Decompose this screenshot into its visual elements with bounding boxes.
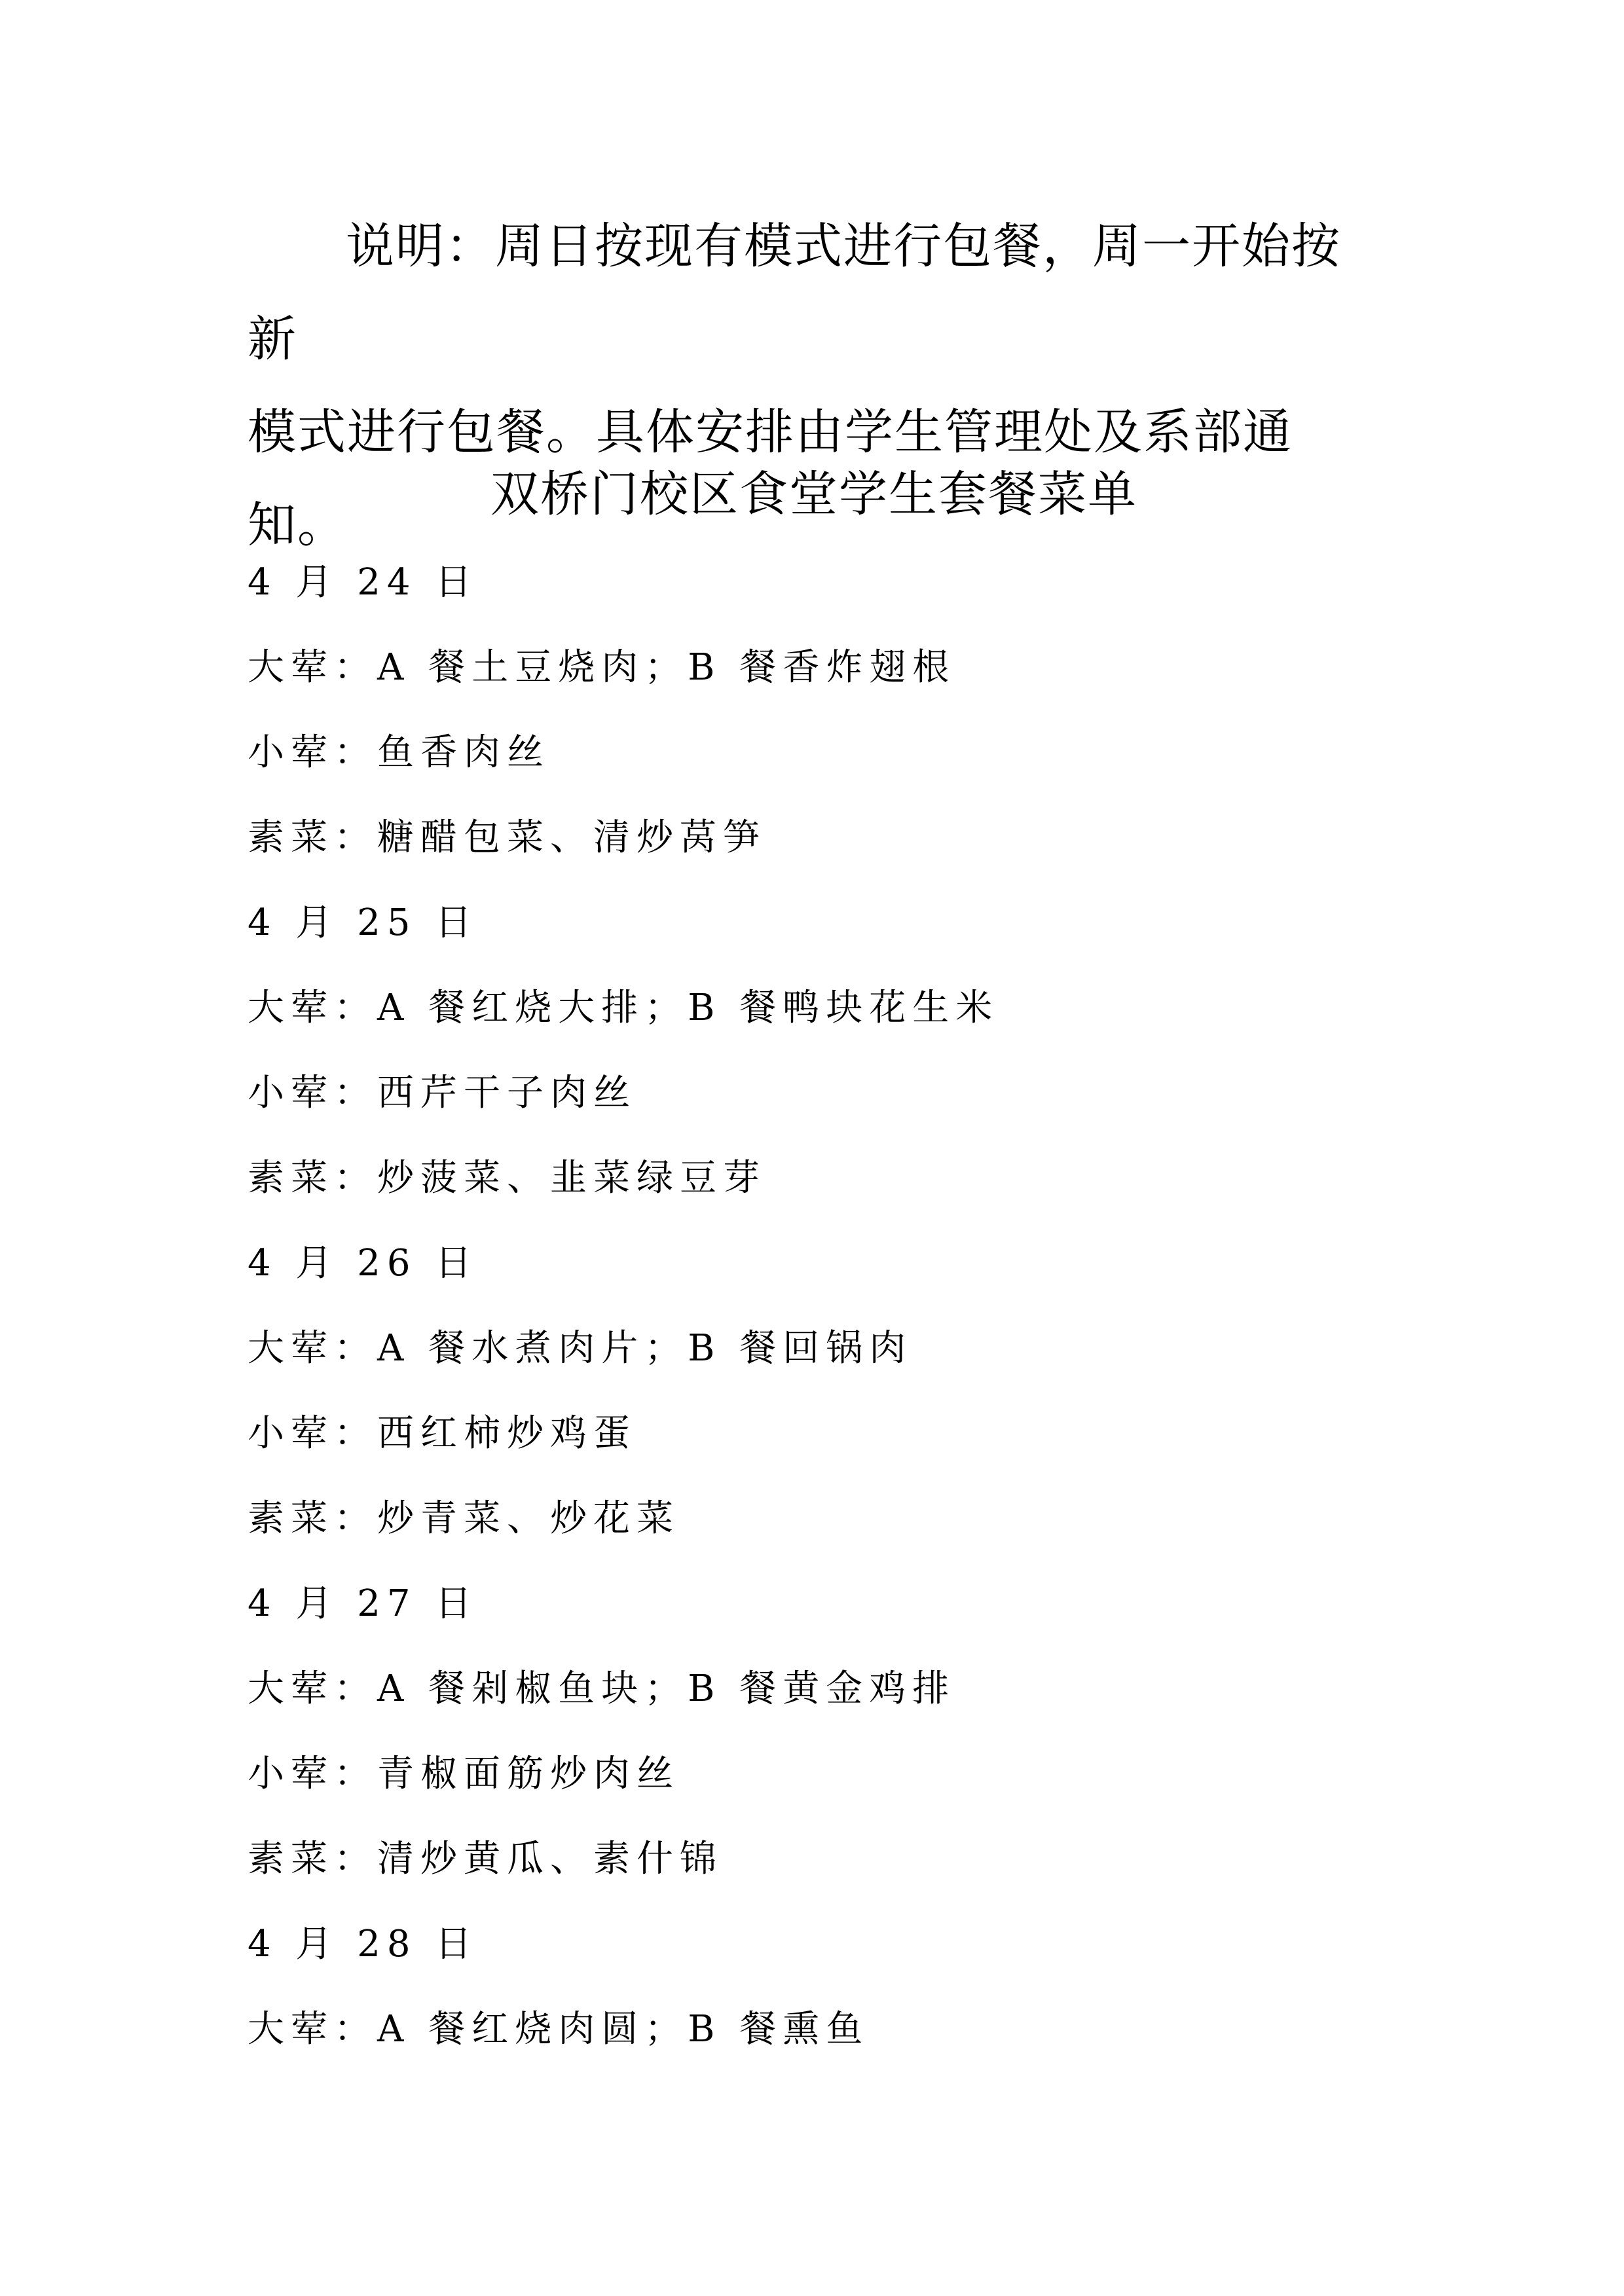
menu-title: 双桥门校区食堂学生套餐菜单 [490, 466, 1137, 522]
day-xiao-hun: 小荤：鱼香肉丝 [248, 731, 550, 774]
day-date: 4 月 25 日 [248, 902, 479, 944]
notice-line-1 [248, 200, 1380, 386]
day-xiao-hun: 小荤：西红柿炒鸡蛋 [248, 1412, 637, 1455]
day-date: 4 月 24 日 [248, 561, 479, 604]
day-date: 4 月 26 日 [248, 1242, 479, 1285]
day-su-cai: 素菜：糖醋包菜、清炒莴笋 [248, 816, 766, 859]
menu-list [248, 550, 1380, 2082]
day-su-cai: 素菜：清炒黄瓜、素什锦 [248, 1838, 723, 1880]
day-su-cai: 素菜：炒青菜、炒花菜 [248, 1497, 680, 1540]
day-xiao-hun: 小荤：西芹干子肉丝 [248, 1072, 637, 1114]
day-da-hun: 大荤：A 餐水煮肉片；B 餐回锅肉 [248, 1327, 913, 1370]
day-xiao-hun: 小荤：青椒面筋炒肉丝 [248, 1753, 680, 1795]
day-date: 4 月 27 日 [248, 1582, 479, 1625]
day-su-cai: 素菜：炒菠菜、韭菜绿豆芽 [248, 1157, 766, 1199]
day-da-hun: 大荤：A 餐红烧肉圆；B 餐熏鱼 [248, 2008, 870, 2050]
day-da-hun: 大荤：A 餐剁椒鱼块；B 餐黄金鸡排 [248, 1667, 956, 1710]
day-da-hun: 大荤：A 餐土豆烧肉；B 餐香炸翅根 [248, 646, 956, 689]
notice-line-1-text: 说明：周日按现有模式进行包餐，周一开始按新 [248, 218, 1341, 367]
notice-line-2: 模式进行包餐。具体安排由学生管理处及系部通知。 [248, 404, 1293, 553]
day-da-hun: 大荤：A 餐红烧大排；B 餐鸭块花生米 [248, 987, 999, 1029]
day-date: 4 月 28 日 [248, 1923, 479, 1965]
